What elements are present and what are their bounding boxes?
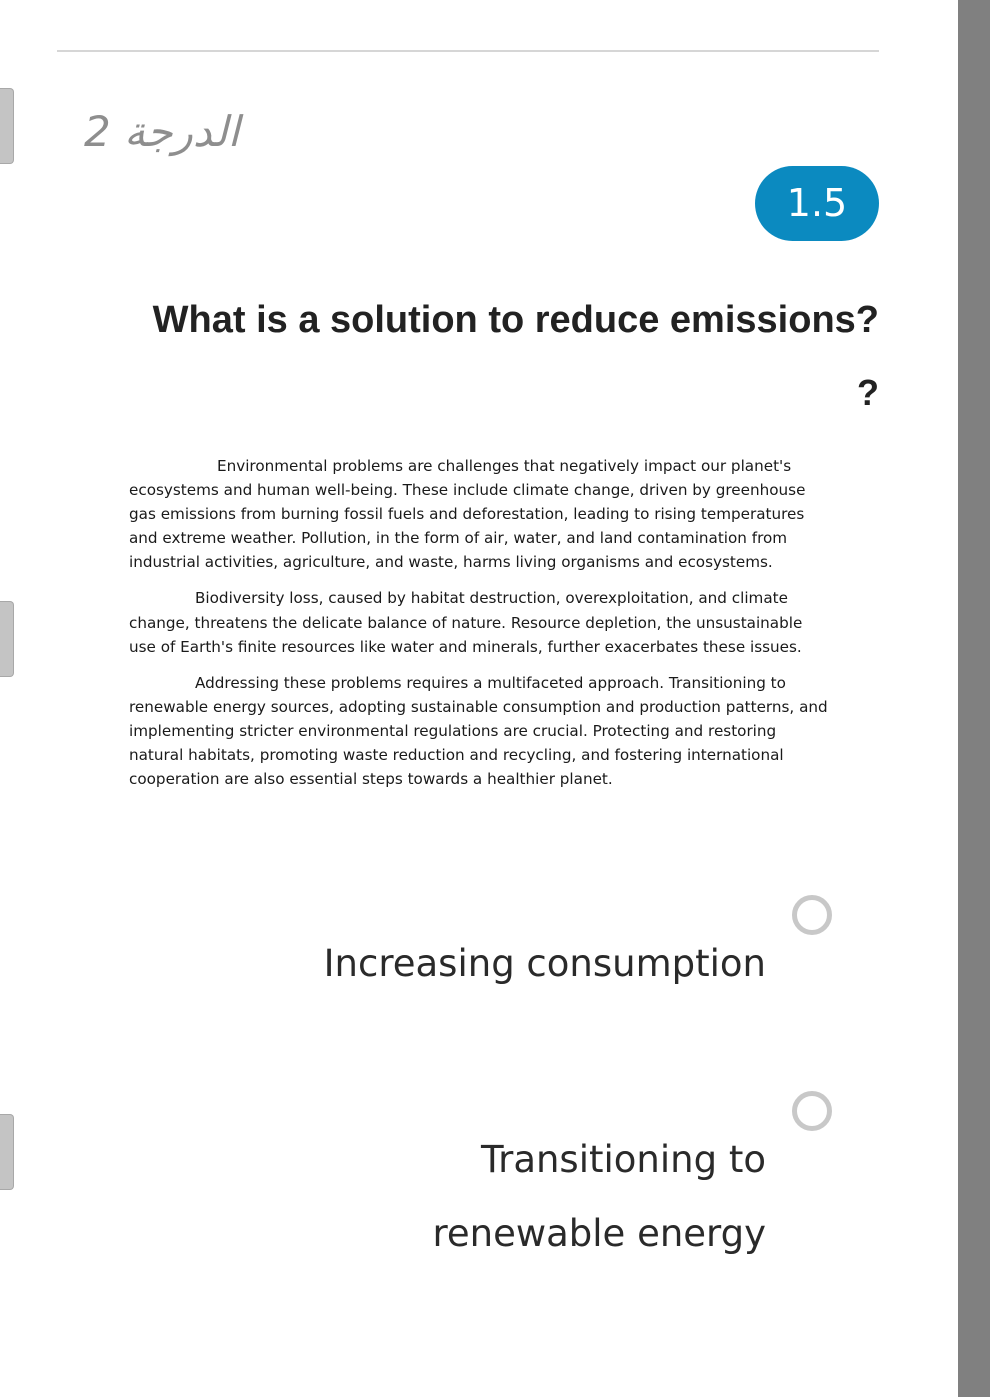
answer-option-1[interactable] <box>280 895 840 1005</box>
radio-button-option-1[interactable] <box>792 895 832 935</box>
question-mark: ? <box>857 372 879 413</box>
radio-button-option-2[interactable] <box>792 1091 832 1131</box>
top-divider <box>57 50 879 52</box>
scrollbar[interactable] <box>958 0 990 1397</box>
option-label-2: Transitioning to renewable energy <box>432 1138 766 1255</box>
passage-paragraph-3: Addressing these problems requires a multifaceted approach. Transitioning to renewable energy sources, adopting sustainable consumption and production patterns, and implementing stricter environmental regulations are crucial. Protecting and restoring natural habitats, promoting waste reduction and recycling, and fostering international cooperation are also essential steps towards a healthier planet. <box>129 673 828 789</box>
option-label-1: Increasing consumption <box>323 942 766 985</box>
passage-paragraph-1: Environmental problems are challenges that negatively impact our planet's ecosystems and human well-being. These include climate change, driven by greenhouse gas emissions from burning fossil fuels and deforestation, leading to rising temperatures and extreme weather. Pollution, in the form of air, water, and land contamination from industrial activities, agriculture, and waste, harms living organisms and ecosystems. <box>129 457 806 572</box>
question-title: What is a solution to reduce emissions? <box>152 299 879 341</box>
grade-label: الدرجة 2 <box>84 107 240 156</box>
score-badge: 1.5 <box>755 166 879 241</box>
passage-paragraph-2: Biodiversity loss, caused by habitat destruction, overexploitation, and climate change, threatens the delicate balance of nature. Resource depletion, the unsustainable use of Earth's finite resources like water and minerals, further exacerbates these issues. <box>129 589 803 656</box>
answer-option-2[interactable] <box>280 1091 840 1271</box>
reading-passage <box>129 454 831 803</box>
side-tab-1[interactable] <box>0 88 14 164</box>
side-tab-3[interactable] <box>0 1114 14 1190</box>
side-tab-2[interactable] <box>0 601 14 677</box>
